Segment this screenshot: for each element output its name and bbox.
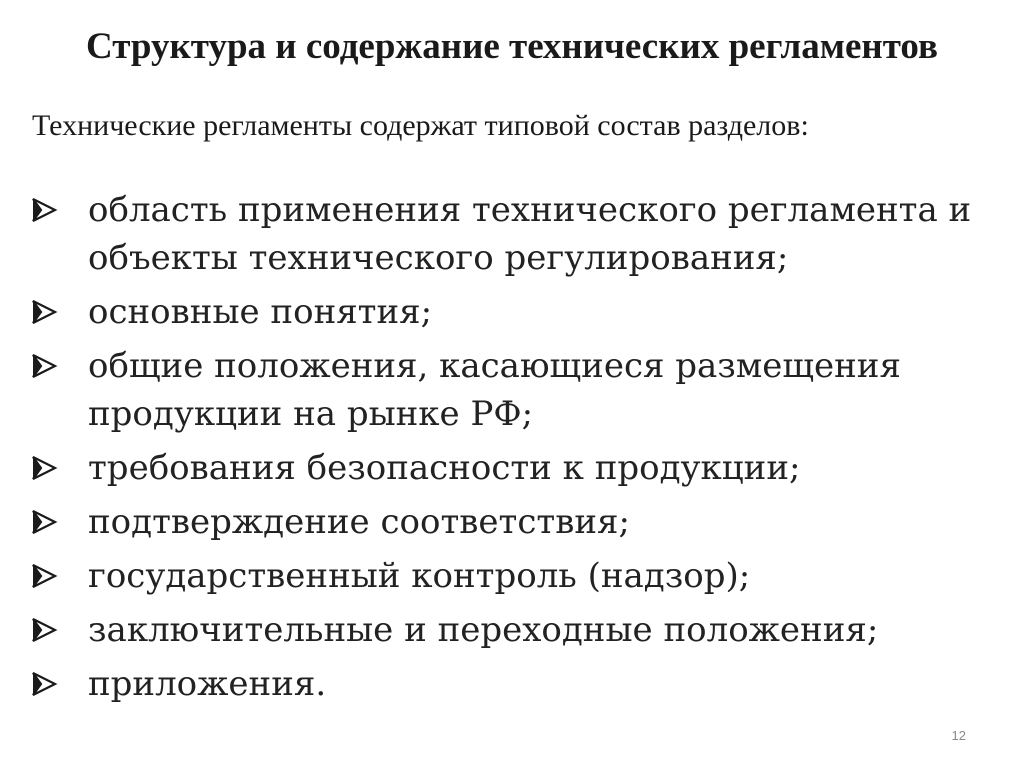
- arrow-bullet-icon: [30, 563, 58, 589]
- page-number: 12: [951, 728, 966, 743]
- arrow-bullet-icon: [30, 617, 58, 643]
- list-item-text: подтверждение соответствия;: [88, 502, 630, 542]
- list-item: [30, 606, 1010, 654]
- arrow-bullet-icon: [30, 671, 58, 697]
- list-item-text: основные понятия;: [88, 292, 433, 332]
- list-item: [30, 444, 1010, 492]
- intro-text: Технические регламенты содержат типовой состав разделов:: [32, 109, 809, 142]
- list-item: [30, 288, 1010, 336]
- list-item: [30, 552, 1010, 600]
- arrow-bullet-icon: [30, 299, 58, 325]
- list-item-text: общие положения, касающиеся размещения продукции на рынке РФ;: [88, 346, 901, 434]
- section-list: [30, 186, 1010, 714]
- arrow-bullet-icon: [30, 509, 58, 535]
- list-item-text: заключительные и переходные положения;: [88, 610, 879, 650]
- list-item: [30, 660, 1010, 708]
- slide-title: Структура и содержание технических регламентов: [86, 26, 938, 67]
- arrow-bullet-icon: [30, 197, 58, 223]
- list-item-text: приложения.: [88, 664, 327, 704]
- arrow-bullet-icon: [30, 353, 58, 379]
- list-item: [30, 498, 1010, 546]
- list-item-text: область применения технического регламента и объекты технического регулирования;: [88, 190, 972, 278]
- list-item-text: государственный контроль (надзор);: [88, 556, 751, 596]
- arrow-bullet-icon: [30, 455, 58, 481]
- list-item: [30, 186, 1010, 282]
- list-item-text: требования безопасности к продукции;: [88, 448, 801, 488]
- list-item: [30, 342, 1010, 438]
